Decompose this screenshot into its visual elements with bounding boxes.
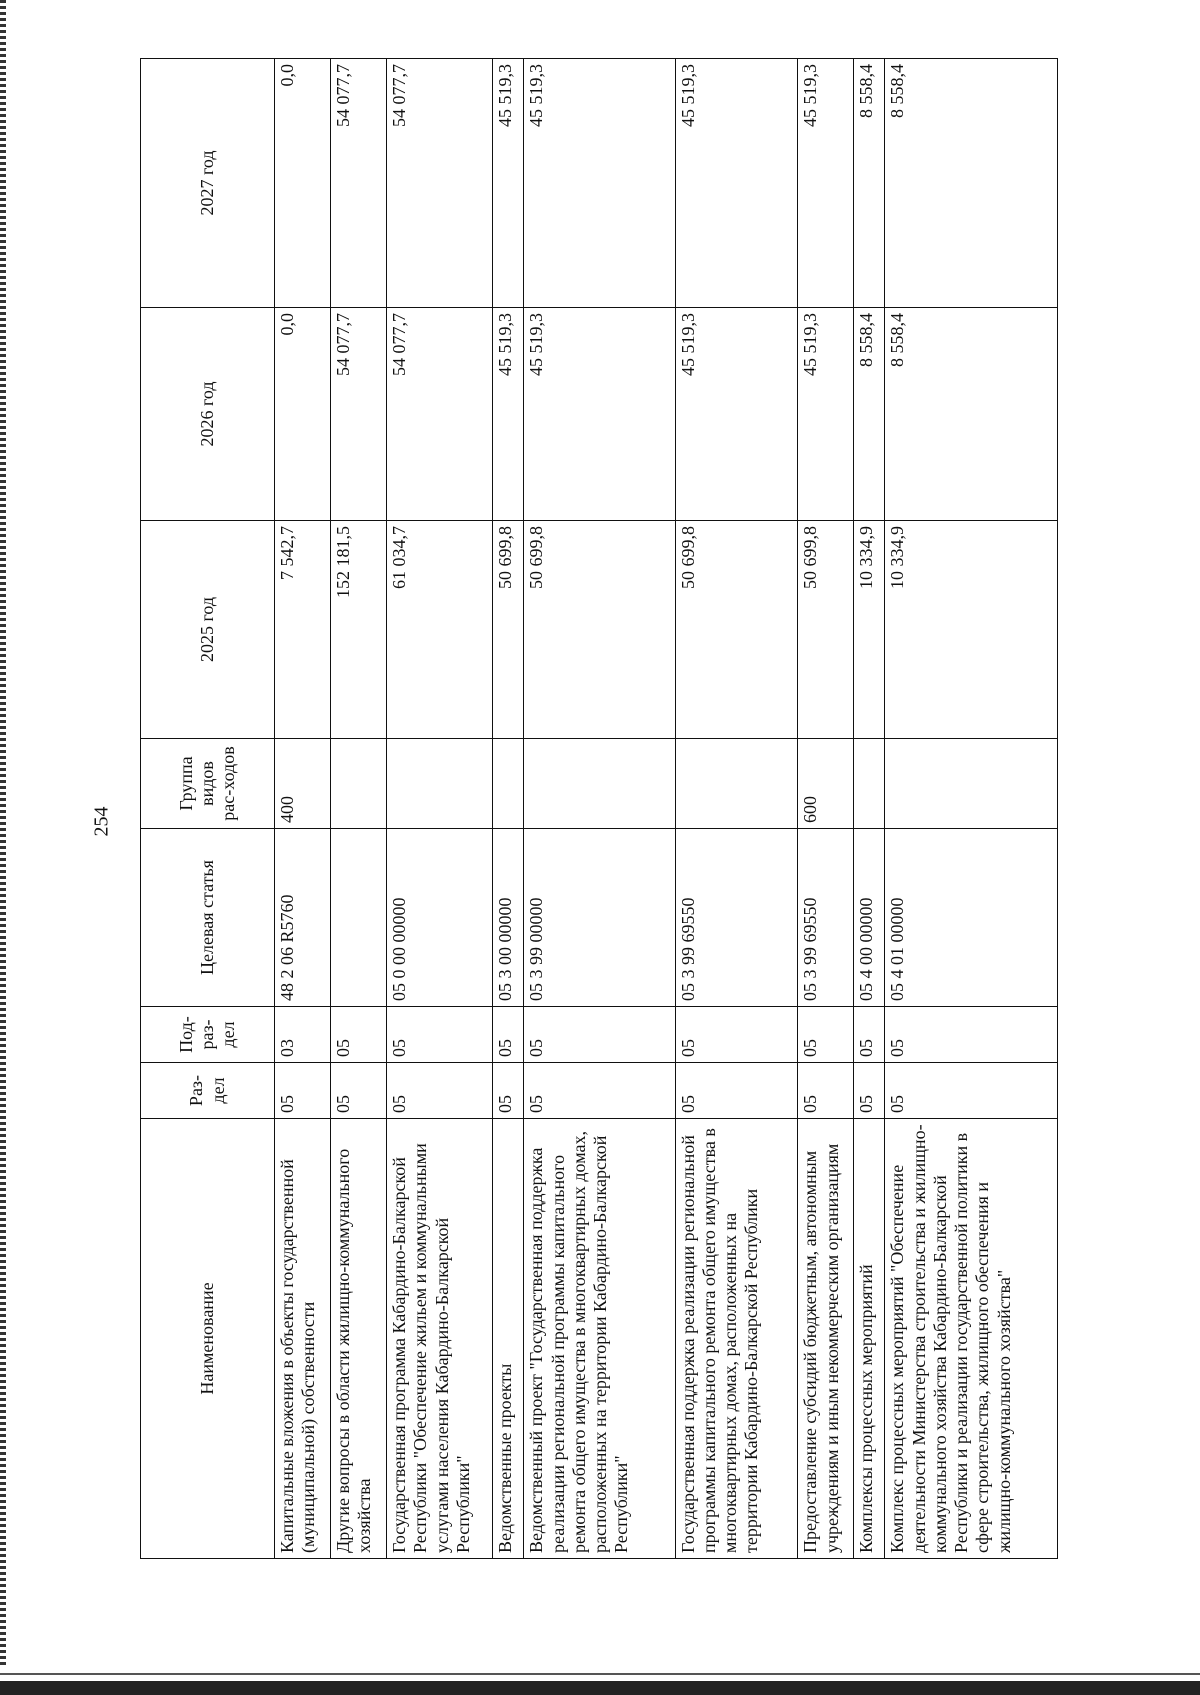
cell-2025: 152 181,5 [331, 521, 387, 739]
cell-2025: 50 699,8 [675, 521, 798, 739]
header-tselevaya-statya: Целевая статья [141, 829, 275, 1007]
cell-gruppa [524, 739, 675, 829]
cell-2026: 54 077,7 [331, 308, 387, 521]
cell-podrazdel: 05 [854, 1007, 885, 1063]
header-2025: 2025 год [141, 521, 275, 739]
cell-razdel: 05 [854, 1063, 885, 1119]
cell-gruppa [854, 739, 885, 829]
table-row [885, 59, 1058, 1559]
cell-tselevaya-statya: 05 3 99 69550 [675, 829, 798, 1007]
cell-name: Ведомственные проекты [493, 1119, 524, 1559]
rotated-table-container [140, 59, 1058, 1559]
cell-tselevaya-statya: 05 4 00 00000 [854, 829, 885, 1007]
cell-2027: 8 558,4 [854, 59, 885, 308]
cell-2026: 8 558,4 [885, 308, 1058, 521]
table-body [275, 59, 1058, 1559]
cell-name: Государственная поддержка реализации региональной программы капитального ремонта общего имущества в многоквартирных домах, расположенных на территории Кабардино-Балкарской Республики [675, 1119, 798, 1559]
scan-bottom-strip [0, 1667, 1200, 1695]
cell-podrazdel: 05 [675, 1007, 798, 1063]
scan-edge-mark [0, 0, 6, 1695]
cell-gruppa [331, 739, 387, 829]
cell-2026: 45 519,3 [524, 308, 675, 521]
cell-podrazdel: 05 [885, 1007, 1058, 1063]
cell-2027: 54 077,7 [387, 59, 493, 308]
cell-razdel: 05 [331, 1063, 387, 1119]
cell-2025: 50 699,8 [524, 521, 675, 739]
cell-gruppa [675, 739, 798, 829]
cell-razdel: 05 [798, 1063, 854, 1119]
cell-2026: 45 519,3 [493, 308, 524, 521]
header-podrazdel: Под-раз-дел [141, 1007, 275, 1063]
table-row [854, 59, 885, 1559]
cell-2026: 8 558,4 [854, 308, 885, 521]
cell-tselevaya-statya [331, 829, 387, 1007]
cell-2027: 0,0 [275, 59, 331, 308]
cell-podrazdel: 05 [331, 1007, 387, 1063]
cell-2025: 50 699,8 [798, 521, 854, 739]
header-razdel: Раз-дел [141, 1063, 275, 1119]
cell-razdel: 05 [524, 1063, 675, 1119]
cell-2025: 10 334,9 [854, 521, 885, 739]
header-2026: 2026 год [141, 308, 275, 521]
table-row [387, 59, 493, 1559]
cell-tselevaya-statya: 05 4 01 00000 [885, 829, 1058, 1007]
cell-2025: 10 334,9 [885, 521, 1058, 739]
table-row [524, 59, 675, 1559]
table-row [331, 59, 387, 1559]
table-header-row [141, 59, 275, 1559]
cell-razdel: 05 [885, 1063, 1058, 1119]
cell-podrazdel: 05 [493, 1007, 524, 1063]
cell-2027: 45 519,3 [798, 59, 854, 308]
cell-name: Ведомственный проект "Государственная поддержка реализации региональной программы капитального ремонта общего имущества в многоквартирных домах, расположенных на территории Кабардино-Балкарской Республики" [524, 1119, 675, 1559]
cell-razdel: 05 [675, 1063, 798, 1119]
cell-gruppa: 600 [798, 739, 854, 829]
cell-podrazdel: 05 [387, 1007, 493, 1063]
cell-2025: 61 034,7 [387, 521, 493, 739]
cell-razdel: 05 [275, 1063, 331, 1119]
cell-name: Другие вопросы в области жилищно-коммунального хозяйства [331, 1119, 387, 1559]
cell-2026: 54 077,7 [387, 308, 493, 521]
header-gruppa-vidov-rashodov: Группа видов рас-ходов [141, 739, 275, 829]
cell-2027: 45 519,3 [493, 59, 524, 308]
budget-table [140, 58, 1058, 1559]
cell-name: Государственная программа Кабардино-Балкарской Республики "Обеспечение жильем и коммунальными услугами населения Кабардино-Балкарской Республики" [387, 1119, 493, 1559]
cell-name: Предоставление субсидий бюджетным, автономным учреждениям и иным некоммерческим организациям [798, 1119, 854, 1559]
header-2027: 2027 год [141, 59, 275, 308]
cell-2027: 45 519,3 [524, 59, 675, 308]
cell-name: Комплексы процессных мероприятий [854, 1119, 885, 1559]
cell-2026: 0,0 [275, 308, 331, 521]
cell-tselevaya-statya: 48 2 06 R5760 [275, 829, 331, 1007]
table-row [275, 59, 331, 1559]
cell-2027: 45 519,3 [675, 59, 798, 308]
cell-razdel: 05 [493, 1063, 524, 1119]
table-row [493, 59, 524, 1559]
table-row [675, 59, 798, 1559]
cell-razdel: 05 [387, 1063, 493, 1119]
cell-podrazdel: 05 [798, 1007, 854, 1063]
cell-tselevaya-statya: 05 0 00 00000 [387, 829, 493, 1007]
cell-2025: 7 542,7 [275, 521, 331, 739]
cell-gruppa [493, 739, 524, 829]
cell-2026: 45 519,3 [798, 308, 854, 521]
cell-tselevaya-statya: 05 3 00 00000 [493, 829, 524, 1007]
cell-gruppa [885, 739, 1058, 829]
cell-name: Капитальные вложения в объекты государственной (муниципальной) собственности [275, 1119, 331, 1559]
page-number: 254 [90, 806, 113, 837]
cell-gruppa: 400 [275, 739, 331, 829]
cell-2027: 8 558,4 [885, 59, 1058, 308]
cell-gruppa [387, 739, 493, 829]
cell-2026: 45 519,3 [675, 308, 798, 521]
cell-2025: 50 699,8 [493, 521, 524, 739]
cell-tselevaya-statya: 05 3 99 00000 [524, 829, 675, 1007]
table-row [798, 59, 854, 1559]
header-name: Наименование [141, 1119, 275, 1559]
cell-name: Комплекс процессных мероприятий "Обеспечение деятельности Министерства строительства и жилищно-коммунального хозяйства Кабардино-Балкарской Республики и реализации государственной политики в сфере строительства, жилищного обеспечения и жилищно-коммунального хозяйства" [885, 1119, 1058, 1559]
cell-podrazdel: 03 [275, 1007, 331, 1063]
cell-podrazdel: 05 [524, 1007, 675, 1063]
cell-2027: 54 077,7 [331, 59, 387, 308]
cell-tselevaya-statya: 05 3 99 69550 [798, 829, 854, 1007]
